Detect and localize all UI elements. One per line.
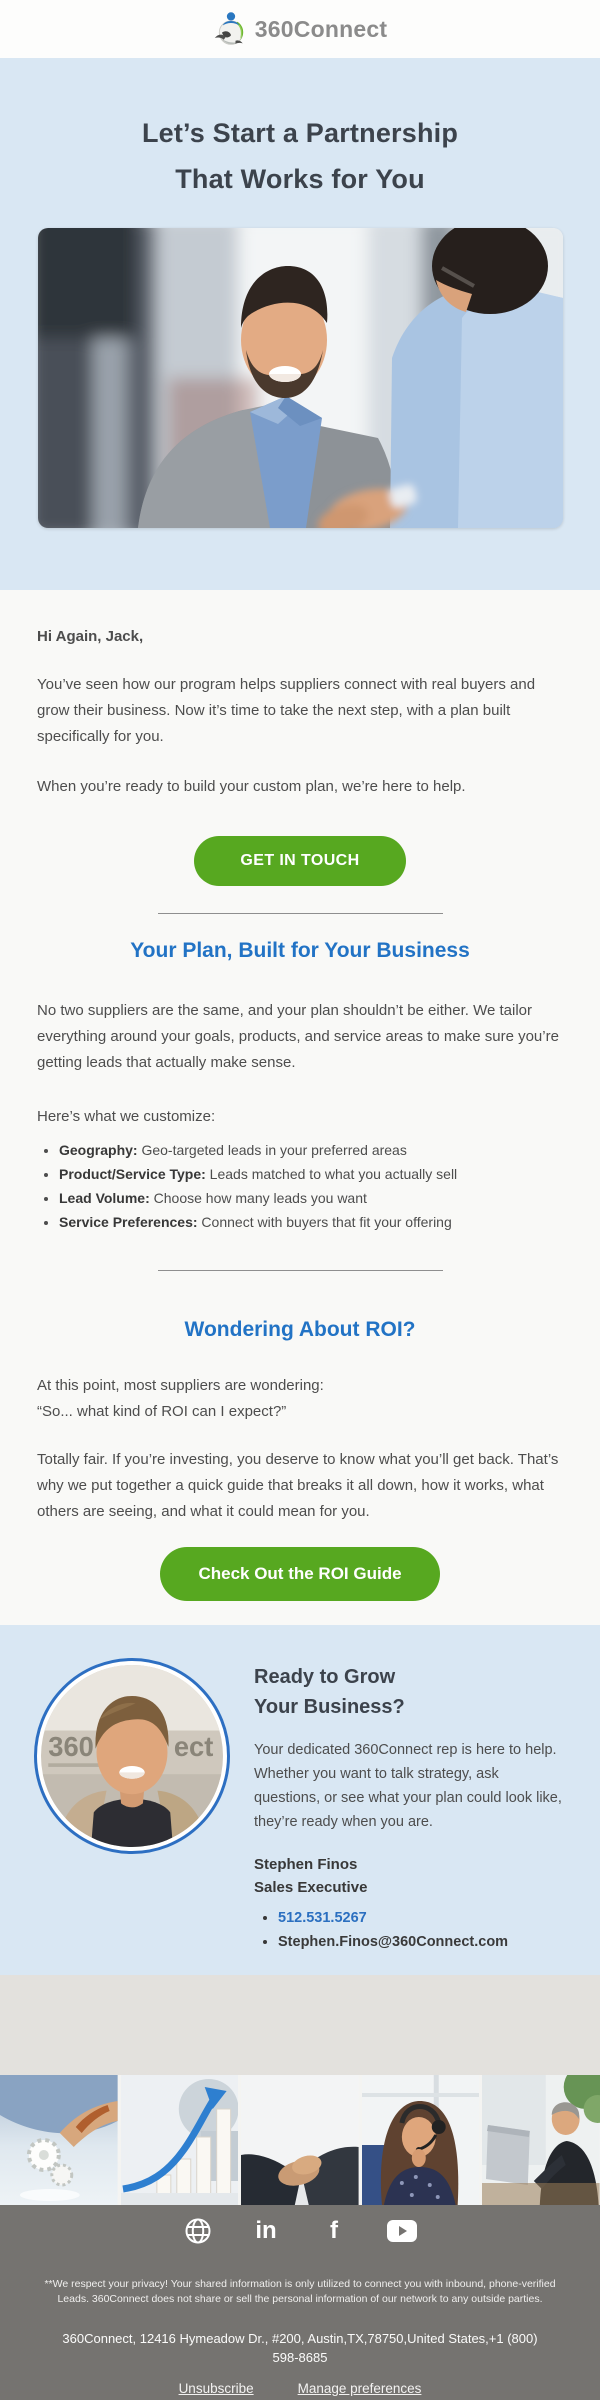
rep-heading: Ready to Grow Your Business?	[254, 1666, 405, 1718]
customize-list-intro: Here’s what we customize:	[37, 1108, 216, 1125]
get-in-touch-button[interactable]: GET IN TOUCH	[194, 836, 405, 886]
main-content	[0, 590, 600, 1625]
hero-title: Let’s Start a Partnership That Works for You	[141, 118, 459, 194]
roi-question: At this point, most suppliers are wondering: “So... what kind of ROI can I expect?”	[37, 1377, 324, 1420]
header	[0, 0, 600, 58]
strip-image-gears	[0, 2075, 118, 2205]
logo-globe-icon	[213, 10, 249, 48]
intro-paragraph-2: When you’re ready to build your custom plan, we’re here to help.	[37, 778, 466, 795]
social-row	[0, 2215, 600, 2247]
svg-text:360: 360	[48, 1731, 94, 1762]
rep-title: Sales Executive	[254, 1879, 368, 1896]
unsubscribe-link[interactable]: Unsubscribe	[178, 2381, 254, 2396]
roi-paragraph: Totally fair. If you’re investing, you deserve to know what you’ll get back. That’s why we put together a quick guide that breaks it all down, how it works, what others are seeing, and what it could mean for you.	[37, 1451, 559, 1520]
customize-list	[37, 1138, 563, 1234]
hero-section	[0, 58, 600, 590]
photo-strip	[0, 2075, 600, 2205]
rep-avatar	[34, 1658, 230, 1854]
roi-heading: Wondering About ROI?	[184, 1318, 416, 1341]
email-link[interactable]: Stephen.Finos@360Connect.com	[278, 1934, 509, 1950]
contact-list	[254, 1906, 564, 1954]
company-address: 360Connect, 12416 Hymeadow Dr., #200, Austin,TX,78750,United States,+1 (800) 598-8685	[62, 2331, 538, 2365]
roi-guide-button[interactable]: Check Out the ROI Guide	[160, 1547, 439, 1601]
phone-item	[278, 1906, 564, 1930]
cta-row-1	[37, 836, 563, 886]
rep-section	[0, 1625, 600, 1975]
list-item: • Geography: Geo-targeted leads in your preferred areas	[59, 1138, 563, 1162]
plan-heading: Your Plan, Built for Your Business	[130, 939, 470, 962]
greeting: Hi Again, Jack,	[37, 628, 144, 645]
intro-paragraph-1: You’ve seen how our program helps suppliers connect with real buyers and grow their business. Now it’s time to take the next step, with a plan built specifically for you.	[37, 676, 536, 745]
spacer-band	[0, 1975, 600, 2075]
strip-image-support-agent	[362, 2075, 480, 2205]
logo-wordmark: 360Connect	[254, 15, 388, 42]
linkedin-icon[interactable]: in	[255, 2217, 277, 2244]
strip-image-growth-chart	[121, 2075, 239, 2205]
manage-preferences-link[interactable]: Manage preferences	[297, 2381, 422, 2396]
hero-image-handshake	[38, 228, 563, 528]
email-item	[278, 1930, 564, 1954]
privacy-text: **We respect your privacy! Your shared information is only utilized to connect you with inbound, phone-verified Leads. 360Connect does not share or sell the personal information of our network to any outside parties.	[44, 2278, 556, 2305]
rep-name: Stephen Finos	[254, 1856, 358, 1873]
youtube-icon[interactable]	[386, 2216, 418, 2246]
svg-text:ect: ect	[173, 1731, 214, 1762]
facebook-icon[interactable]: f	[330, 2217, 338, 2244]
legal-links	[0, 2381, 600, 2396]
rep-paragraph: Your dedicated 360Connect rep is here to help. Whether you want to talk strategy, ask questions, or see what your plan could look like, they’re ready when you are.	[254, 1742, 562, 1830]
plan-paragraph: No two suppliers are the same, and your plan shouldn’t be either. We tailor everything around your goals, products, and service areas to make sure you’re getting leads that actually make sense.	[37, 1002, 559, 1071]
strip-image-handshake	[241, 2075, 359, 2205]
globe-icon[interactable]	[182, 2216, 214, 2246]
phone-link[interactable]: 512.531.5267	[278, 1910, 367, 1926]
footer	[0, 2205, 600, 2400]
list-item: • Service Preferences: Connect with buyers that fit your offering	[59, 1210, 563, 1234]
rep-info	[254, 1658, 564, 1975]
brand-logo[interactable]	[213, 10, 387, 48]
cta-row-2	[37, 1547, 563, 1601]
divider-2	[158, 1270, 443, 1271]
strip-image-businessman-desk	[482, 2075, 600, 2205]
list-item: • Lead Volume: Choose how many leads you want	[59, 1186, 563, 1210]
list-item: • Product/Service Type: Leads matched to what you actually sell	[59, 1162, 563, 1186]
divider-1	[158, 913, 443, 914]
